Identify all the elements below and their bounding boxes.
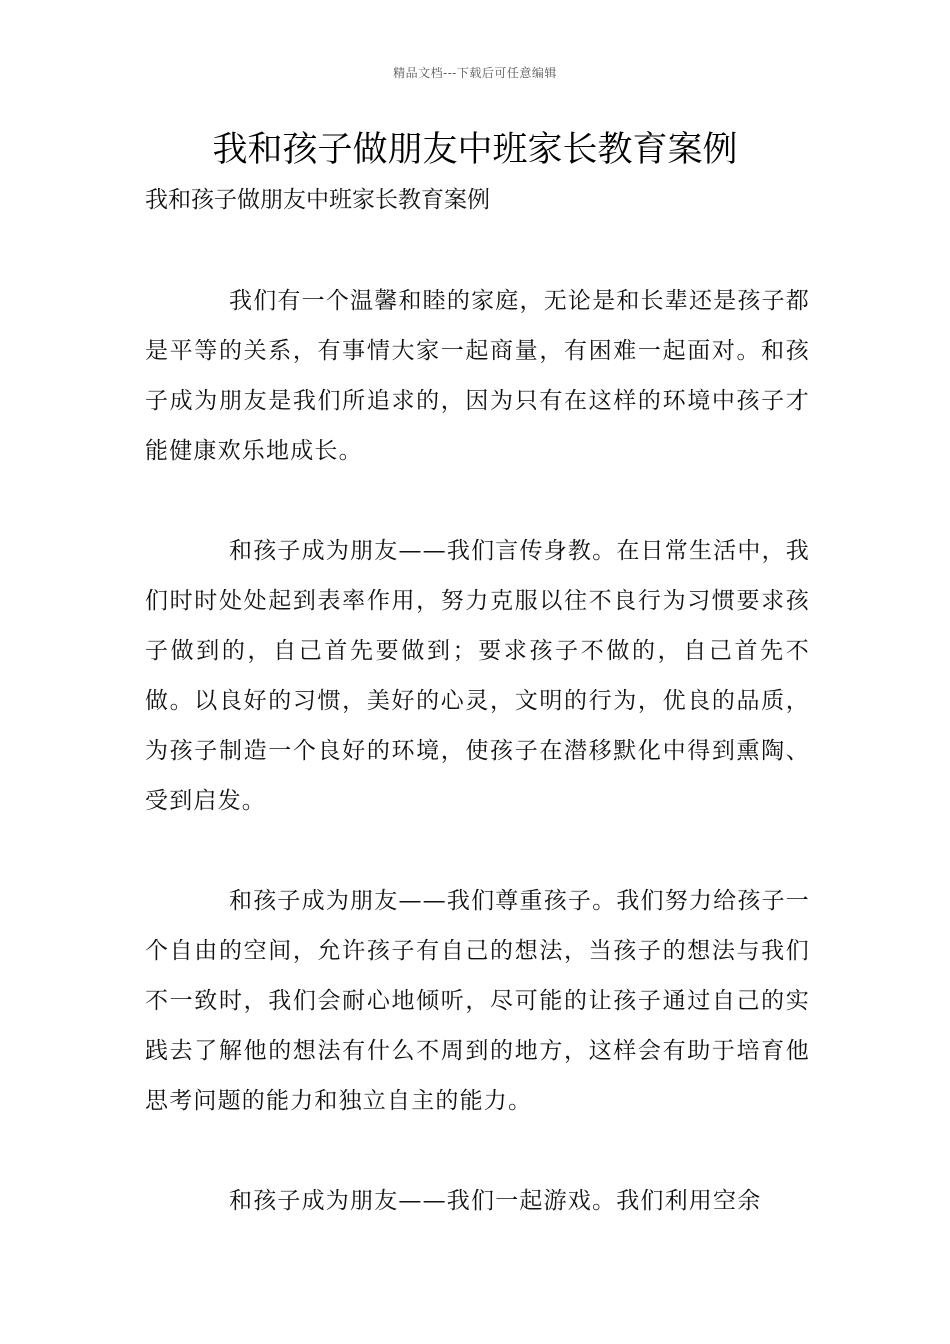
document-title: 我和孩子做朋友中班家长教育案例 [212, 130, 738, 170]
document-body [145, 276, 810, 1276]
paragraph-2: 和孩子成为朋友——我们言传身教。在日常生活中，我们时时处处起到表率作用，努力克服以往不良行为习惯要求孩子做到的，自己首先要做到；要求孩子不做的，自己首先不做。以良好的习惯，美好的心灵，文明的行为，优良的品质，为孩子制造一个良好的环境，使孩子在潜移默化中得到熏陶、受到启发。 [145, 538, 810, 814]
paragraph-3: 和孩子成为朋友——我们尊重孩子。我们努力给孩子一个自由的空间，允许孩子有自己的想法，当孩子的想法与我们不一致时，我们会耐心地倾听，尽可能的让孩子通过自己的实践去了解他的想法有什么不周到的地方，这样会有助于培育他思考问题的能力和独立自主的能力。 [145, 888, 810, 1114]
document-subtitle: 我和孩子做朋友中班家长教育案例 [145, 187, 490, 213]
paragraph-1: 我们有一个温馨和睦的家庭，无论是和长辈还是孩子都是平等的关系，有事情大家一起商量，有困难一起面对。和孩子成为朋友是我们所追求的，因为只有在这样的环境中孩子才能健康欢乐地成长。 [145, 288, 810, 464]
paragraph-4: 和孩子成为朋友——我们一起游戏。我们利用空余 [229, 1188, 762, 1214]
page-watermark: 精品文档---下载后可任意编辑 [393, 66, 557, 80]
